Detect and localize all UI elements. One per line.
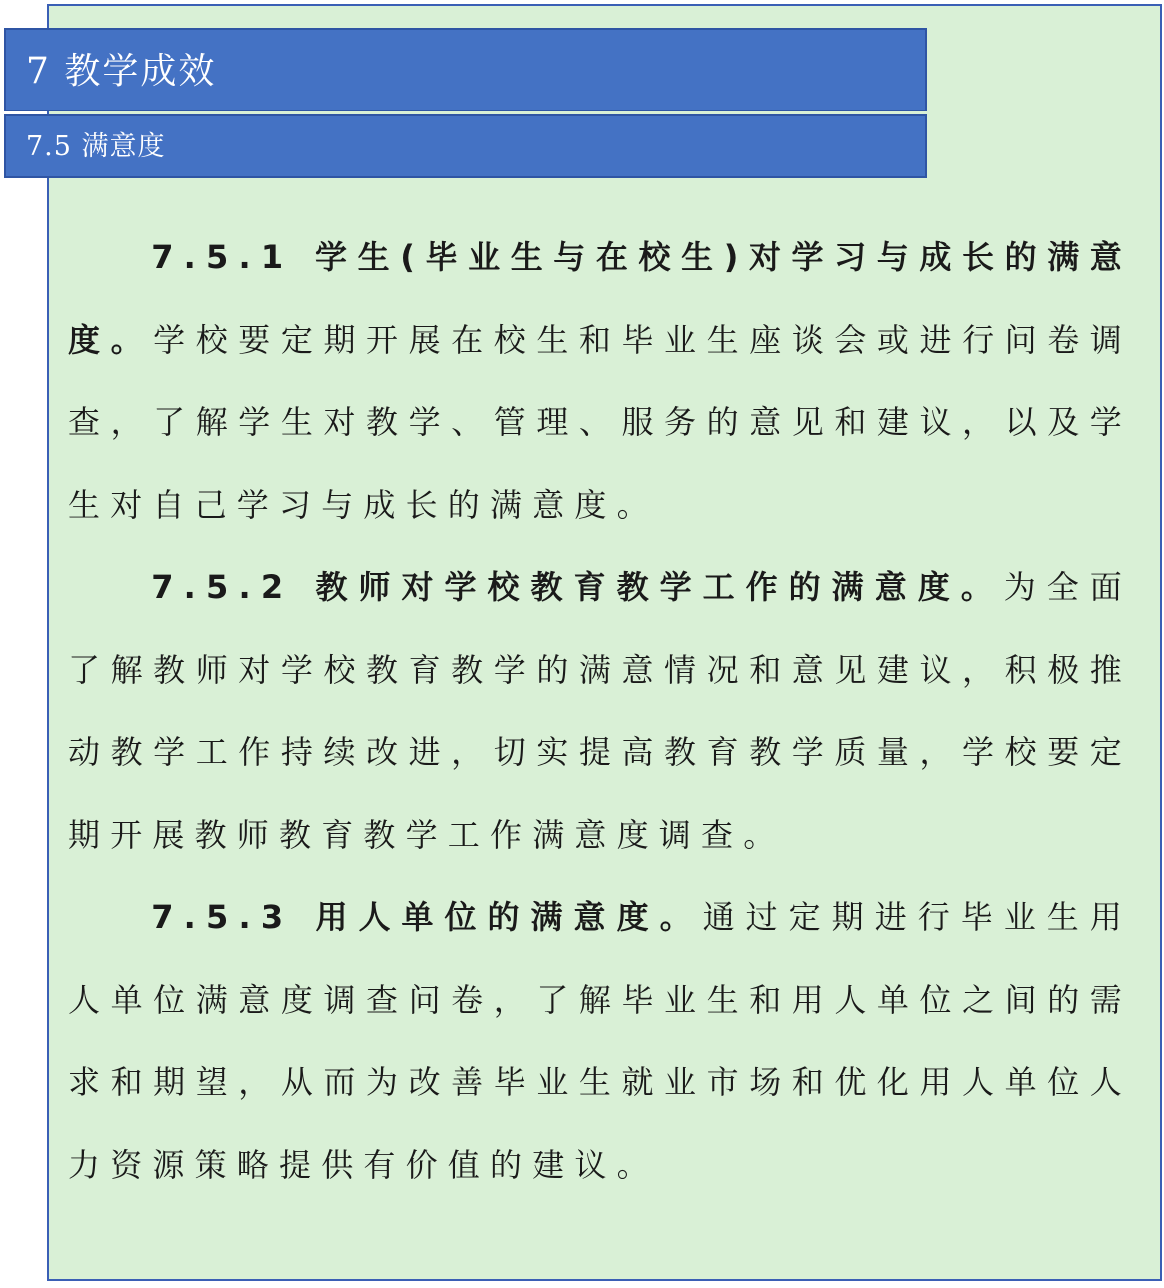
paragraph-text: 学校要定期开展在校生和毕业生座谈会或进行问卷调查，了解学生对教学、管理、服务的意见和建议，以及学生对自己学习与成长的满意度。 <box>68 320 1132 524</box>
document-body <box>68 216 1132 1206</box>
paragraph-heading: 7.5.1 学生(毕业生与在校生)对学习与成长的满意度。 <box>68 238 1132 359</box>
paragraph-text: 为全面了解教师对学校教育教学的满意情况和意见建议，积极推动教学工作持续改进，切实提高教育教学质量，学校要定期开展教师教育教学工作满意度调查。 <box>68 568 1132 854</box>
paragraph-7-5-1 <box>68 216 1132 546</box>
paragraph-7-5-3 <box>68 876 1132 1206</box>
paragraph-7-5-2 <box>68 546 1132 876</box>
paragraph-heading: 7.5.2 教师对学校教育教学工作的满意度。 <box>151 568 1004 606</box>
paragraph-text: 通过定期进行毕业生用人单位满意度调查问卷，了解毕业生和用人单位之间的需求和期望，从而为改善毕业生就业市场和优化用人单位人力资源策略提供有价值的建议。 <box>68 898 1132 1184</box>
chapter-title: 7 教学成效 <box>4 28 927 111</box>
section-title: 7.5 满意度 <box>4 114 927 178</box>
paragraph-heading: 7.5.3 用人单位的满意度。 <box>151 898 703 936</box>
